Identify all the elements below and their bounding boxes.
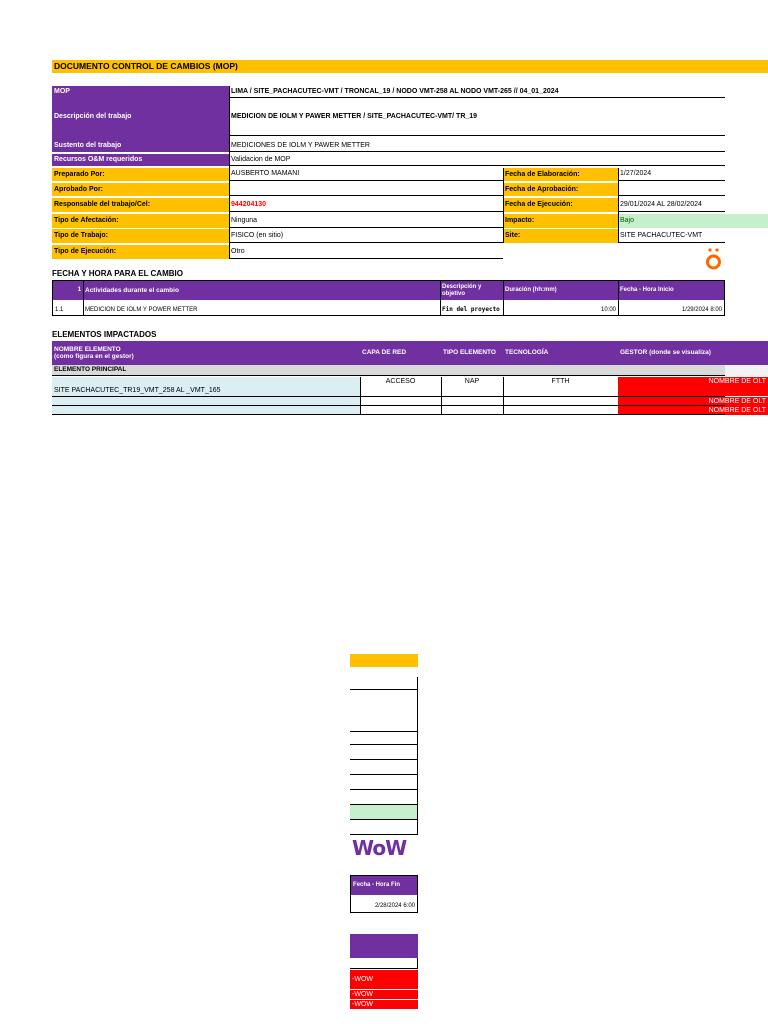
- impacto-value: Bajo: [618, 214, 768, 228]
- continuation-cell: [350, 677, 418, 690]
- schedule-section-title: FECHA Y HORA PARA EL CAMBIO: [52, 269, 183, 278]
- schedule-row-duracion: 10:00: [600, 307, 616, 314]
- fecha-ejecucion-label: Fecha de Ejecución:: [503, 198, 618, 212]
- mop-value: LIMA / SITE_PACHACUTEC-VMT / TRONCAL_19 / NODO VMT-258 AL NODO VMT-265 // 04_01_2024: [229, 86, 725, 98]
- elements-section-title: ELEMENTOS IMPACTADOS: [52, 330, 157, 339]
- element-row-3-tipo: [441, 406, 503, 414]
- tipo-afectacion-label: Tipo de Afectación:: [52, 214, 229, 228]
- element-row-3-tecnologia: [503, 406, 618, 414]
- preparado-value: AUSBERTO MAMANI: [229, 168, 503, 181]
- element-row-2-nombre: [52, 397, 360, 405]
- continuation-cell: [350, 790, 418, 805]
- element-row-1-capa: ACCESO: [385, 378, 416, 385]
- elemento-principal-label: ELEMENTO PRINCIPAL: [52, 365, 725, 376]
- schedule-header-actividades: Actividades durante el cambio: [83, 281, 440, 300]
- grid-line: [52, 405, 725, 406]
- fecha-elaboracion-label: Fecha de Elaboración:: [503, 168, 618, 181]
- elements-header-tipo: TIPO ELEMENTO: [441, 341, 503, 365]
- elements-header-tecnologia: TECNOLOGÍA: [503, 341, 618, 365]
- grid-line: [618, 168, 619, 243]
- schedule-header-num: 1: [53, 281, 83, 300]
- schedule-row-num: 1.1: [55, 307, 64, 314]
- continuation-cell: [350, 760, 418, 775]
- grid-line: [52, 396, 725, 397]
- tipo-trabajo-value: FISICO (en sitio): [229, 229, 503, 243]
- gestor-row-1-continuation: -WOW: [350, 970, 418, 989]
- continuation-title-fill: [350, 654, 418, 667]
- responsable-label: Responsable del trabajo/Cel:: [52, 198, 229, 212]
- schedule-row-fin: 2/28/2024 6:00: [374, 903, 415, 910]
- element-row-2-tecnologia: [503, 397, 618, 405]
- fecha-elaboracion-value: 1/27/2024: [618, 168, 725, 181]
- fecha-aprobacion-label: Fecha de Aprobación:: [503, 183, 618, 196]
- element-row-2-tipo: [441, 397, 503, 405]
- descripcion-label: Descripción del trabajo: [52, 98, 229, 136]
- wow-logo: WoW: [352, 836, 407, 860]
- aprobado-label: Aprobado Por:: [52, 183, 229, 196]
- continuation-cell: [350, 820, 418, 835]
- elements-header-gestor: GESTOR (donde se visualiza): [618, 341, 768, 365]
- responsable-value: 944204130: [229, 198, 503, 212]
- element-row-1-gestor: NOMBRE DE OLT: [618, 377, 768, 396]
- grid-line: [441, 377, 442, 415]
- tipo-afectacion-value: Ninguna: [229, 214, 503, 228]
- impacto-label: Impacto:: [503, 214, 618, 228]
- schedule-header-descripcion: Descripción y objetivo: [440, 281, 503, 300]
- grid-line: [83, 281, 84, 316]
- gestor-row-2-continuation: -WOW: [350, 990, 418, 999]
- title-overflow-fill: [725, 60, 768, 73]
- grid-line: [618, 281, 619, 316]
- continuation-cell: [350, 775, 418, 790]
- continuation-impacto-fill: [350, 805, 418, 820]
- aprobado-value: [229, 183, 503, 196]
- element-row-2-gestor: NOMBRE DE OLT: [618, 397, 768, 406]
- preparado-label: Preparado Por:: [52, 168, 229, 181]
- recursos-label: Recursos O&M requeridos: [52, 154, 229, 166]
- element-row-1-tipo: NAP: [464, 378, 480, 385]
- sustento-value: MEDICIONES DE IOLM Y PAWER METTER: [229, 140, 725, 152]
- grid-line: [52, 414, 725, 415]
- sustento-label: Sustento del trabajo: [52, 140, 229, 152]
- elements-header-nombre: NOMBRE ELEMENTO (como figura en el gestor): [52, 341, 360, 365]
- site-label: Site:: [503, 229, 618, 243]
- grid-line: [360, 377, 361, 415]
- tipo-ejecucion-value: Otro: [229, 245, 503, 259]
- continuation-cell: [350, 732, 418, 745]
- element-row-3-capa: [360, 406, 441, 414]
- schedule-header-inicio: Fecha - Hora Inicio: [618, 281, 724, 300]
- tipo-ejecucion-label: Tipo de Ejecución:: [52, 245, 229, 259]
- element-row-2-capa: [360, 397, 441, 405]
- schedule-row-actividad: MEDICION DE IOLM Y POWER METTER: [85, 307, 198, 314]
- continuation-cell: [350, 745, 418, 760]
- grid-line: [503, 377, 504, 415]
- grid-line: [229, 86, 230, 259]
- continuation-cell: [350, 690, 418, 732]
- schedule-header-fin: Fecha - Hora Fin: [351, 876, 417, 895]
- element-row-1-tecnologia: FTTH: [551, 378, 570, 385]
- schedule-row-inicio: 1/29/2024 8:00: [681, 307, 722, 314]
- fecha-ejecucion-value: 29/01/2024 AL 28/02/2024: [618, 198, 725, 212]
- grid-line: [503, 168, 504, 243]
- brand-logo-icon: [704, 247, 724, 271]
- recursos-value: Validacion de MOP: [229, 154, 725, 166]
- schedule-header-duracion: Duración (hh:mm): [503, 281, 618, 300]
- tipo-trabajo-label: Tipo de Trabajo:: [52, 229, 229, 243]
- gestor-row-3-continuation: -WOW: [350, 1000, 418, 1009]
- fecha-aprobacion-value: [618, 183, 725, 196]
- descripcion-value: MEDICION DE IOLM Y PAWER METTER / SITE_PACHACUTEC-VMT/ TR_19: [229, 98, 725, 136]
- element-row-1-nombre: SITE PACHACUTEC_TR19_VMT_258 AL _VMT_165: [52, 377, 360, 396]
- elements-header-capa: CAPA DE RED: [360, 341, 441, 365]
- document-title: DOCUMENTO CONTROL DE CAMBIOS (MOP): [52, 60, 725, 73]
- continuation-cell: [350, 958, 418, 969]
- element-row-3-nombre: [52, 406, 360, 414]
- site-value: SITE PACHACUTEC-VMT: [618, 229, 725, 243]
- schedule-row-descripcion: Fin del proyecto: [442, 306, 500, 314]
- grid-line: [440, 281, 441, 316]
- grid-line: [503, 281, 504, 316]
- continuation-elements-header: [350, 934, 418, 958]
- mop-label: MOP: [52, 86, 229, 98]
- row-overflow-fill: [725, 365, 768, 376]
- element-row-3-gestor: NOMBRE DE OLT: [618, 406, 768, 415]
